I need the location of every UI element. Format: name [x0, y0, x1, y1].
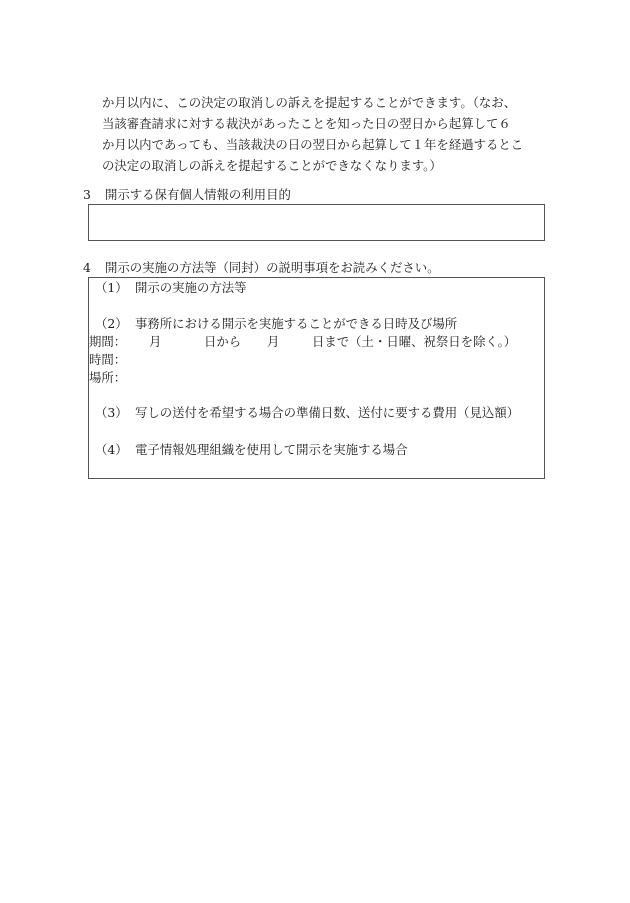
- period-month-from: 月: [149, 334, 162, 349]
- period-month-to: 月: [267, 334, 280, 349]
- item-1: [95, 279, 247, 297]
- notice-line: か月以内に、この決定の取消しの訴えを提起することができます。（なお、: [102, 95, 517, 110]
- item-2: [95, 315, 457, 333]
- item-3: [95, 404, 519, 422]
- time-label: 時間：: [89, 352, 127, 367]
- place-row: [89, 369, 126, 387]
- item-tag: （3）: [95, 405, 128, 420]
- item-4: [95, 441, 408, 459]
- section-number: 3: [83, 187, 91, 202]
- disclosure-method-box: [88, 277, 545, 479]
- time-row: [89, 351, 126, 369]
- notice-paragraph: [102, 92, 562, 176]
- item-tag: （2）: [95, 316, 128, 331]
- item-tag: （1）: [95, 280, 128, 295]
- section-title: 開示する保有個人情報の利用目的: [105, 187, 291, 202]
- item-text: 電子情報処理組織を使用して開示を実施する場合: [135, 442, 408, 457]
- item-text: 事務所における開示を実施することができる日時及び場所: [135, 316, 458, 331]
- section-number: 4: [83, 260, 91, 275]
- period-day-from: 日から: [204, 334, 242, 349]
- period-row: [89, 333, 516, 351]
- item-tag: （4）: [95, 442, 128, 457]
- item-text: 写しの送付を希望する場合の準備日数、送付に要する費用（見込額）: [135, 405, 520, 420]
- section-title: 開示の実施の方法等（同封）の説明事項をお読みください。: [105, 260, 440, 275]
- notice-line: か月以内であっても、当該裁決の日の翌日から起算して１年を経過するとこ: [102, 137, 524, 152]
- section-4-heading: [83, 259, 440, 277]
- notice-line: 当該審査請求に対する裁決があったことを知った日の翌日から起算して６: [102, 116, 511, 131]
- section-3-heading: [83, 186, 291, 204]
- notice-line: の決定の取消しの訴えを提起することができなくなります。）: [102, 158, 442, 173]
- place-label: 場所：: [89, 370, 127, 385]
- item-text: 開示の実施の方法等: [135, 280, 247, 295]
- period-day-to: 日まで（土・日曜、祝祭日を除く。）: [312, 334, 517, 349]
- period-label: 期間：: [89, 334, 127, 349]
- purpose-of-use-box: [88, 204, 545, 241]
